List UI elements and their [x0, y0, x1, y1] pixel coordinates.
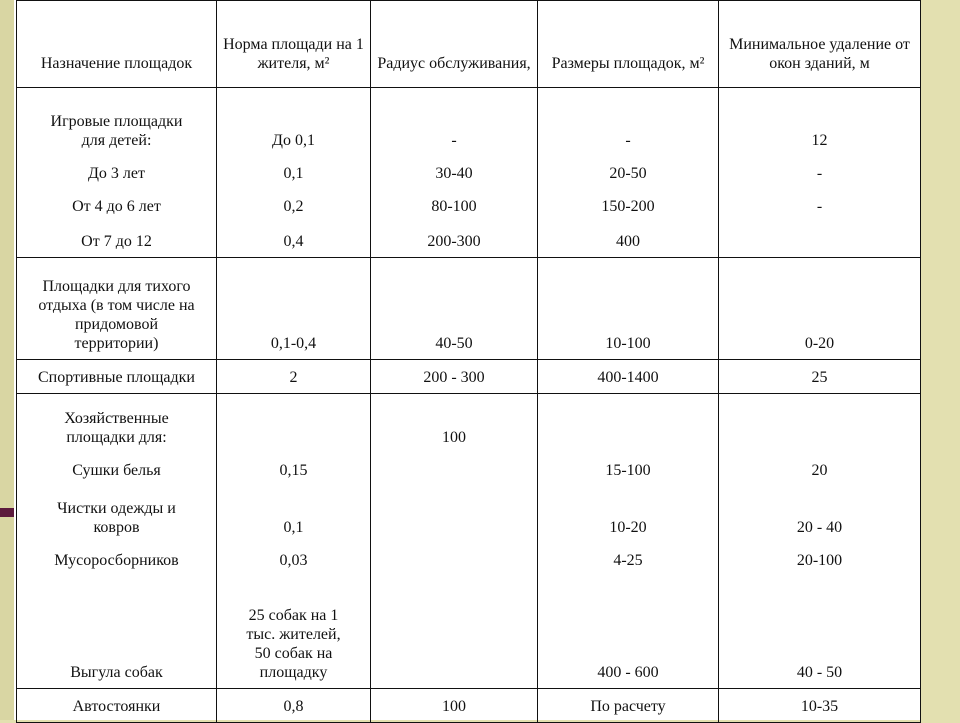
table-cell	[538, 689, 719, 723]
cell-text: Сушки белья	[72, 461, 161, 479]
table-row	[17, 219, 921, 258]
table-cell	[371, 540, 538, 573]
playground-norms-table	[16, 0, 921, 723]
table-cell	[719, 483, 921, 540]
table-cell	[538, 153, 719, 186]
table-cell	[371, 258, 538, 360]
cell-text: 20	[811, 461, 828, 479]
cell-text: 0,1	[283, 164, 304, 182]
cell-text: 0,2	[283, 197, 304, 215]
cell-text: 4-25	[613, 551, 643, 569]
table-cell	[719, 219, 921, 258]
cell-text: 0,1	[283, 518, 304, 536]
cell-text: 10-20	[609, 518, 647, 536]
table-cell	[371, 219, 538, 258]
table-cell	[371, 360, 538, 394]
table-cell	[17, 219, 217, 258]
header-cell: Назначение площадок	[17, 1, 217, 88]
table-cell	[719, 258, 921, 360]
cell-text: 40 - 50	[796, 664, 843, 681]
cell-text: 80-100	[431, 197, 477, 215]
table-cell	[719, 540, 921, 573]
cell-text: 30-40	[435, 164, 473, 182]
cell-text: 25 собак на 1 тыс. жителей, 50 собак на площадку	[246, 607, 341, 681]
cell-text: 25	[811, 369, 828, 386]
table-cell	[17, 258, 217, 360]
table-cell	[371, 153, 538, 186]
cell-text: -	[451, 131, 457, 149]
table-cell	[538, 394, 719, 450]
table-cell	[217, 153, 371, 186]
cell-text: 0,1-0,4	[270, 335, 317, 352]
table-cell	[719, 573, 921, 689]
cell-text: От 4 до 6 лет	[72, 197, 161, 215]
table-cell	[371, 450, 538, 483]
table-cell	[719, 88, 921, 153]
table-cell	[217, 88, 371, 153]
header-cell: Минимальное удаление от окон зданий, м	[719, 1, 921, 88]
table-row	[17, 483, 921, 540]
table-cell	[719, 186, 921, 219]
table-cell	[538, 573, 719, 689]
cell-text: 0,8	[283, 698, 304, 715]
cell-text: 20 - 40	[796, 518, 843, 536]
table-cell	[538, 219, 719, 258]
table-cell	[17, 450, 217, 483]
table-cell	[17, 394, 217, 450]
table-cell	[538, 483, 719, 540]
cell-text: Чистки одежды и ковров	[57, 499, 176, 536]
table-cell	[538, 258, 719, 360]
cell-text: 40-50	[435, 335, 473, 352]
table-cell	[17, 483, 217, 540]
cell-text: 0,4	[283, 233, 304, 250]
table-row	[17, 88, 921, 153]
table-cell	[17, 186, 217, 219]
table-cell	[17, 573, 217, 689]
table-cell	[217, 540, 371, 573]
cell-text: Выгула собак	[70, 664, 163, 681]
cell-text: 200-300	[427, 233, 481, 250]
slide-area	[14, 0, 920, 720]
cell-text: 10-35	[800, 698, 839, 715]
cell-text: 15-100	[605, 461, 651, 479]
cell-text: 100	[442, 428, 466, 446]
cell-text: -	[816, 197, 823, 215]
table-cell	[719, 153, 921, 186]
table-cell	[538, 360, 719, 394]
cell-text: 0-20	[804, 335, 835, 352]
table-row	[17, 258, 921, 360]
cell-text: 150-200	[601, 197, 655, 215]
cell-text: Мусоросборников	[54, 551, 179, 569]
table-cell	[371, 573, 538, 689]
table-cell	[719, 360, 921, 394]
table-cell	[217, 394, 371, 450]
cell-text: 20-100	[796, 551, 843, 569]
cell-text: 20-50	[609, 164, 647, 182]
cell-text: Хозяйственные площадки для:	[64, 409, 169, 446]
cell-text: 12	[811, 131, 828, 149]
table-cell	[217, 450, 371, 483]
table-row	[17, 153, 921, 186]
table-cell	[719, 394, 921, 450]
cell-text: От 7 до 12	[81, 233, 152, 250]
header-cell: Размеры площадок, м²	[538, 1, 719, 88]
cell-text: -	[816, 164, 823, 182]
table-cell	[217, 360, 371, 394]
header-row	[17, 1, 921, 88]
cell-text: Игровые площадки для детей:	[50, 112, 183, 149]
cell-text: 100	[442, 698, 466, 715]
cell-text: 400	[616, 233, 640, 250]
header-cell: Норма площади на 1 жителя, м²	[217, 1, 371, 88]
header-cell: Радиус обслуживания,	[371, 1, 538, 88]
table-cell	[371, 483, 538, 540]
table-cell	[17, 540, 217, 573]
table-cell	[17, 360, 217, 394]
cell-text: 0,15	[279, 461, 308, 479]
cell-text: До 0,1	[272, 131, 315, 149]
table-cell	[538, 88, 719, 153]
cell-text: По расчету	[590, 698, 666, 715]
table-cell	[371, 689, 538, 723]
cell-text: Автостоянки	[72, 698, 161, 715]
cell-text: 400-1400	[597, 369, 659, 386]
table-row	[17, 394, 921, 450]
table-cell	[217, 689, 371, 723]
table-cell	[371, 88, 538, 153]
table-cell	[17, 153, 217, 186]
table-cell	[217, 483, 371, 540]
table-cell	[538, 540, 719, 573]
table-cell	[538, 186, 719, 219]
cell-text: 200 - 300	[423, 369, 485, 386]
table-cell	[371, 186, 538, 219]
cell-text: -	[625, 131, 631, 149]
table-cell	[217, 186, 371, 219]
table-row	[17, 689, 921, 723]
cell-text: До 3 лет	[88, 164, 145, 182]
table-cell	[17, 689, 217, 723]
table-row	[17, 573, 921, 689]
table-cell	[217, 573, 371, 689]
table-cell	[719, 450, 921, 483]
cell-text: 10-100	[605, 335, 651, 352]
cell-text: Спортивные площадки	[38, 369, 195, 386]
table-cell	[217, 219, 371, 258]
table-cell	[371, 394, 538, 450]
cell-text: Площадки для тихого отдыха (в том числе на придомовой территории)	[38, 278, 195, 352]
table-row	[17, 186, 921, 219]
cell-text: 0,03	[279, 551, 308, 569]
table-cell	[217, 258, 371, 360]
cell-text: 400 - 600	[597, 664, 659, 681]
table-cell	[17, 88, 217, 153]
table-cell	[538, 450, 719, 483]
table-row	[17, 450, 921, 483]
table-row	[17, 540, 921, 573]
left-accent-strip	[0, 0, 14, 720]
table-row	[17, 360, 921, 394]
cell-text: 2	[289, 369, 298, 386]
table-cell	[719, 689, 921, 723]
